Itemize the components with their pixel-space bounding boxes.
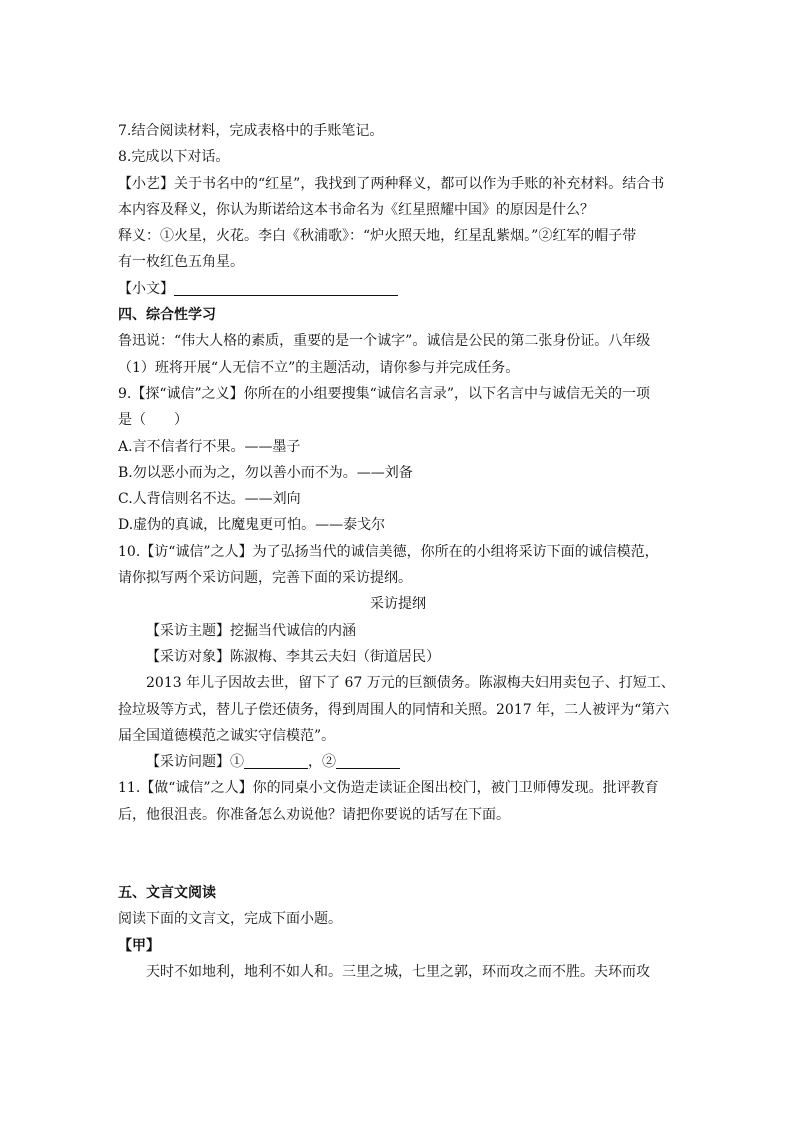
question-10-line-2: 请你拟写两个采访问题，完善下面的采访提纲。 bbox=[118, 570, 412, 587]
xiaowen-answer-blank[interactable] bbox=[174, 279, 398, 296]
xiaowen-label: 【小文】 bbox=[118, 280, 174, 297]
question-9-line-1: 9.【探“诚信”之义】你所在的小组要搜集“诚信名言录”，以下名言中与诚信无关的一项 bbox=[118, 385, 650, 402]
text-jia-label: 【甲】 bbox=[118, 937, 160, 954]
interview-question-2-blank[interactable] bbox=[336, 752, 400, 769]
question-9-option-c: C.人背信则名不达。——刘向 bbox=[118, 491, 301, 508]
outline-questions bbox=[118, 749, 678, 775]
question-8-xiaoyi-line-1: 【小艺】关于书名中的“红星”，我找到了两种释义，都可以作为手账的补充材料。结合书 bbox=[118, 175, 665, 192]
outline-theme: 【采访主题】挖掘当代诚信的内涵 bbox=[146, 622, 356, 639]
outline-questions-separator: ，② bbox=[308, 754, 336, 771]
question-9-option-a: A.言不信者行不果。——墨子 bbox=[118, 438, 301, 455]
outline-questions-label: 【采访问题】① bbox=[146, 754, 244, 771]
question-9-option-d: D.虚伪的真诚，比魔鬼更可怕。——泰戈尔 bbox=[118, 517, 386, 534]
interview-question-1-blank[interactable] bbox=[244, 752, 308, 769]
section-4-heading: 四、综合性学习 bbox=[118, 307, 216, 324]
outline-story-line-1: 2013 年儿子因故去世，留下了 67 万元的巨额债务。陈淑梅夫妇用卖包子、打短工、 bbox=[146, 675, 675, 692]
outline-story-line-3: 届全国道德模范之诚实守信模范”。 bbox=[118, 727, 336, 744]
question-10-line-1: 10.【访“诚信”之人】为了弘扬当代的诚信美德，你所在的小组将采访下面的诚信模范， bbox=[118, 543, 659, 560]
classical-text-line-1: 天时不如地利，地利不如人和。三里之城，七里之郭，环而攻之而不胜。夫环而攻 bbox=[146, 963, 650, 980]
question-8-xiaowen-answer bbox=[118, 276, 678, 302]
question-9-option-b: B.勿以恶小而为之，勿以善小而不为。——刘备 bbox=[118, 464, 413, 481]
question-11-line-1: 11.【做“诚信”之人】你的同桌小文伪造走读证企图出校门，被门卫师傅发现。批评教育 bbox=[118, 780, 659, 797]
question-9-line-2: 是（ ） bbox=[118, 412, 188, 429]
section-5-heading: 五、文言文阅读 bbox=[118, 885, 216, 902]
section-4-intro-line-1: 鲁迅说：“伟大人格的素质，重要的是一个诚字”。诚信是公民的第二张身份证。八年级 bbox=[118, 333, 651, 350]
outline-target: 【采访对象】陈淑梅、李其云夫妇（街道居民） bbox=[146, 648, 440, 665]
answer-space[interactable] bbox=[118, 828, 678, 880]
section-4-intro-line-2: （1）班将开展“人无信不立”的主题活动，请你参与并完成任务。 bbox=[118, 359, 520, 376]
question-8-definition-line-2: 有一枚红色五角星。 bbox=[118, 254, 244, 271]
question-7: 7.结合阅读材料，完成表格中的手账笔记。 bbox=[118, 123, 384, 139]
question-8: 8.完成以下对话。 bbox=[118, 149, 230, 166]
question-8-xiaoyi-line-2: 本内容及释义，你认为斯诺给这本书命名为《红星照耀中国》的原因是什么？ bbox=[118, 201, 594, 218]
document-page bbox=[118, 118, 678, 985]
question-11-line-2: 后，他很沮丧。你准备怎么劝说他？请把你要说的话写在下面。 bbox=[118, 806, 510, 823]
outline-story-line-2: 捡垃圾等方式，替儿子偿还债务，得到周围人的同情和关照。2017 年，二人被评为“第六 bbox=[118, 701, 670, 718]
outline-title: 采访提纲 bbox=[370, 596, 426, 613]
question-8-definition-line-1: 释义：①火星，火花。李白《秋浦歌》：“炉火照天地，红星乱紫烟。”②红军的帽子带 bbox=[118, 228, 637, 245]
section-5-intro: 阅读下面的文言文，完成下面小题。 bbox=[118, 911, 342, 928]
